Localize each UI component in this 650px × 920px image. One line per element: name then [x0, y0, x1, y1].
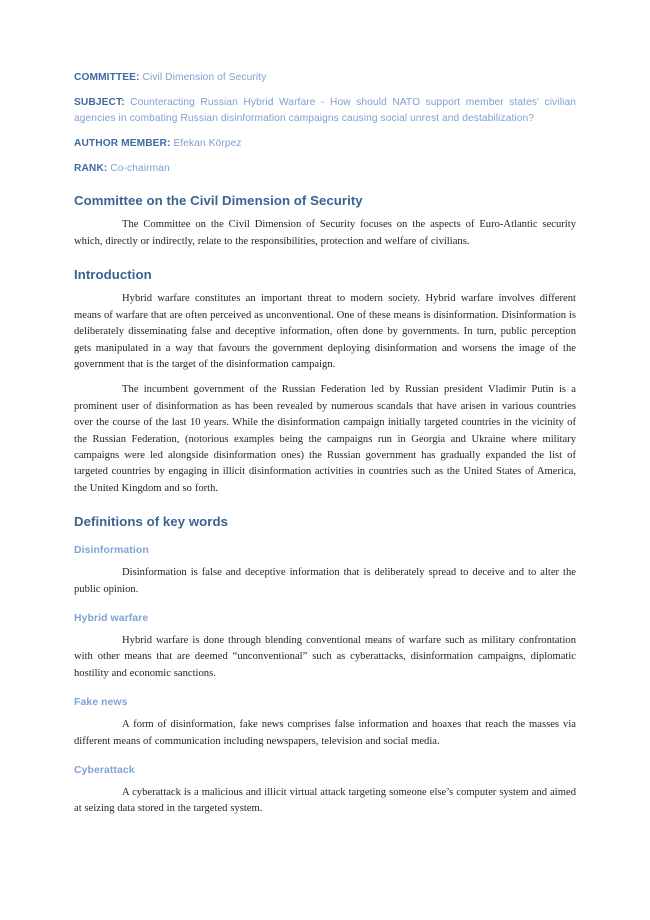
metadata-label: SUBJECT: — [74, 97, 125, 109]
document-metadata — [74, 70, 576, 176]
metadata-label: COMMITTEE: — [74, 72, 140, 83]
metadata-value: Civil Dimension of Security — [139, 72, 267, 83]
paragraph: Disinformation is false and deceptive information that is deliberately spread to deceive and to alter the public opinion. — [74, 567, 576, 595]
metadata-line — [74, 136, 576, 151]
subsection-heading-fake-news: Fake news — [74, 697, 128, 709]
metadata-line — [74, 95, 576, 126]
metadata-value: Counteracting Russian Hybrid Warfare - How should NATO support member states' civilian agencies in combating Russian disinformation campaigns causing social unrest and destabilization? — [74, 97, 576, 124]
metadata-label: AUTHOR MEMBER: — [74, 137, 171, 149]
metadata-value: Efekan Körpez — [170, 137, 242, 149]
paragraph: A cyberattack is a malicious and illicit virtual attack targeting someone else’s computer system and aimed at seizing data stored in the targeted system. — [74, 787, 576, 815]
paragraph: Hybrid warfare is done through blending conventional means of warfare such as military confrontation with other means that are deemed “unconventional” such as cyberattacks, disinformation campaigns, diplomatic hostility and economic sanctions. — [74, 634, 576, 679]
subsection-heading-disinformation: Disinformation — [74, 545, 149, 557]
paragraph: Hybrid warfare constitutes an important threat to modern society. Hybrid warfare involves different means of warfare that are often perceived as unconventional. One of these means is disinformation. Disinformation is deliberately disseminating false and deceptive information, often done by governments. In turn, public perception gets manipulated in a way that favours the government deploying disinformation and worsens the image of the government that is the target of the disinformation campaign. — [74, 293, 576, 370]
metadata-value: Co-chairman — [107, 163, 170, 175]
paragraph: A form of disinformation, fake news comprises false information and hoaxes that reach the masses via different means of communication including newspapers, television and social media. — [74, 719, 576, 747]
subsection-heading-cyberattack: Cyberattack — [74, 765, 135, 777]
metadata-line — [74, 70, 576, 85]
subsection-heading-hybrid-warfare: Hybrid warfare — [74, 612, 149, 624]
paragraph: The incumbent government of the Russian Federation led by Russian president Vladimir Putin is a prominent user of disinformation as has been revealed by numerous scandals that have arisen in various countries over the course of the last 10 years. While the disinformation campaign initially targeted countries in the vicinity of the Russian Federation, (notorious examples being the campaigns run in Georgia and Ukraine where military campaigns were led alongside disinformation ones) the Russian government has gradually expanded the list of targeted countries by engaging in illicit disinformation activities in countries such as the United States of America, the United Kingdom and so forth. — [74, 384, 576, 494]
metadata-label: RANK: — [74, 163, 108, 175]
metadata-line — [74, 161, 576, 176]
section-heading-definitions: Definitions of key words — [74, 514, 228, 530]
section-heading-committee: Committee on the Civil Dimension of Security — [74, 193, 363, 209]
paragraph: The Committee on the Civil Dimension of Security focuses on the aspects of Euro-Atlantic security which, directly or indirectly, relate to the responsibilities, protection and welfare of civilians. — [74, 219, 576, 247]
section-heading-introduction: Introduction — [74, 267, 152, 283]
document-content — [74, 70, 576, 818]
